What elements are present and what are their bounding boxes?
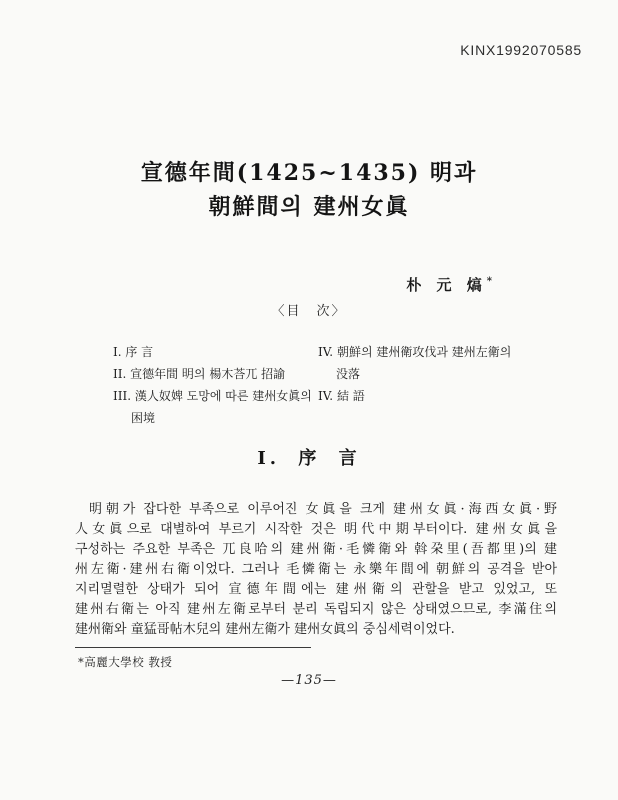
author-name-text: 朴 元 熇 [406,276,487,294]
section-heading: I. 序 言 [257,448,361,469]
toc-left-column [113,341,318,429]
paper-title [0,156,618,224]
toc-item-4-continued: 没落 [336,367,361,381]
body-line-1: 明朝가 잡다한 부족으로 이루어진 女眞을 크게 建州女眞·海西女眞·野 [89,502,557,517]
toc-item-5: IV. 結 語 [318,389,365,403]
toc-item-4: IV. 朝鮮의 建州衛攻伐과 建州左衛의 [318,345,512,359]
toc-item-2: II. 宣德年間 明의 楊木荅兀 招諭 [113,367,286,381]
toc-header: 〈目 次〉 [271,304,347,319]
body-paragraph [75,500,557,640]
toc-right-column [318,341,552,429]
footnote-mark: * [78,655,85,669]
table-of-contents [113,341,552,429]
document-id: KINX1992070585 [460,42,582,58]
paper-title-line-1: 宣德年間(1425~1435) 明과 [140,160,478,186]
page-number: —135— [281,673,337,688]
body-line-5: 지리멸렬한 상태가 되어 宣德年間에는 建州衛의 관할을 받고 있었고, 또 [75,582,557,597]
author-name [406,274,492,295]
body-line-6: 建州右衛는 아직 建州左衛로부터 분리 독립되지 않은 상태였으므로, 李滿住의 [75,602,557,617]
body-line-7: 建州衛와 童猛哥帖木兒의 建州左衛가 建州女眞의 중심세력이었다. [75,622,455,637]
toc-item-3-continued: 困境 [131,411,156,425]
toc-item-1: I. 序 言 [113,345,154,359]
footnote-divider [75,647,311,648]
footnote-text: 高麗大學校 教授 [84,655,173,669]
body-line-3: 구성하는 주요한 부족은 兀良哈의 建州衛·毛憐衛와 斡朶里(吾都里)의 建 [75,542,557,557]
footnote [78,654,172,670]
body-line-2: 人女眞으로 대별하여 부르기 시작한 것은 明代中期부터이다. 建州女眞을 [75,522,557,537]
paper-title-line-2: 朝鮮間의 建州女眞 [208,194,410,220]
toc-item-3: III. 漢人奴婢 도망에 따른 建州女眞의 [113,389,312,403]
body-line-4: 州左衛·建州右衛이었다. 그러나 毛憐衛는 永樂年間에 朝鮮의 공격을 받아 [75,562,557,577]
author-footnote-mark: * [486,276,492,287]
